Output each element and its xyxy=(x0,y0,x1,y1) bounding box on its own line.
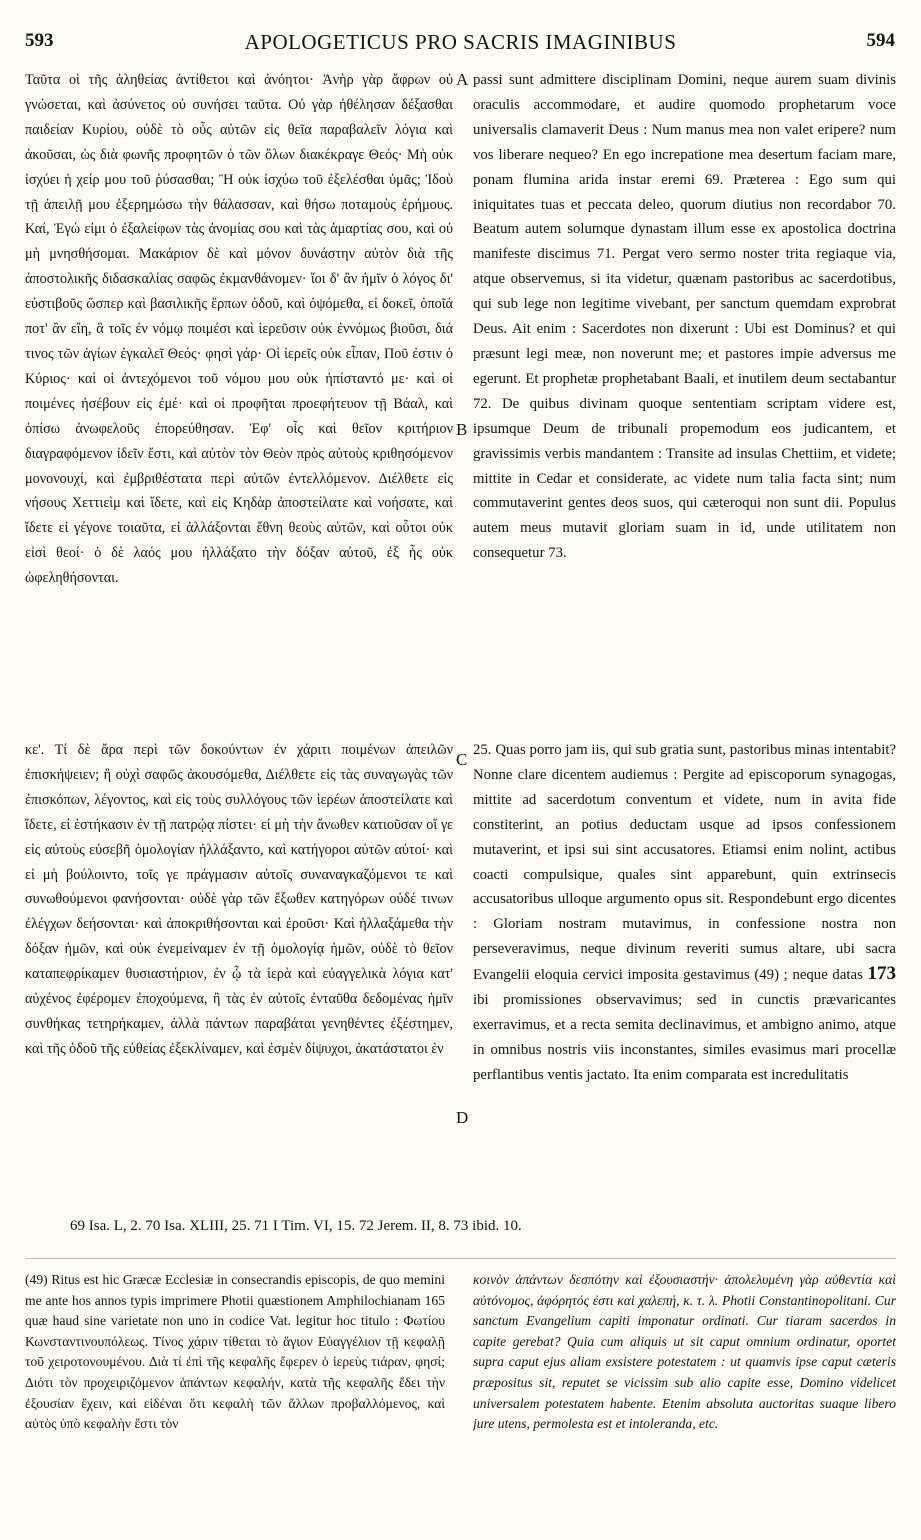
section-marker-b: B xyxy=(456,420,468,439)
edition-page-marker: 173 xyxy=(867,963,896,985)
section-marker-d: D xyxy=(456,1108,469,1127)
latin-paragraph-top: passi sunt admittere disciplinam Domini, neque aurem suam divinis oraculis accommodare, et audire quomodo prophetarum voce universalis clamaverit Deus : Num manus mea non valet eripere? num vos liberare nequeo? En ego increpatione mea desertum faciam mare, ponam flumina arida instar eremi 69. Præterea : Ego sum qui iniquitates tuas et peccata deleo, quorum diutius non recordabor 70. Beatum autem solumque dynastam illum esse ex apostolica doctrina manifeste discimus 71. Pergat vero sermo noster trita regiaque via, atque observemus, si ita videtur, quænam pastoribus ac sacerdotibus, qui sub lege non legitime vivebant, per sanctum quemdam exprobrat Deus. Ait enim : Sacerdotes non dixerunt : Ubi est Dominus? et qui præsunt legi meæ, non noverunt me; et pastores impie adversus me egerunt. Et prophetæ prophetabant Baali, et inutilem deum sectabantur 72. De quibus divinam quoque sententiam scriptam videre est, ipsumque Deum de tribunali propemodum eos judicantem, et gravissimis verbis mandantem : Transite ad insulas Chettiim, et videte; mittite in Cedar et considerate, ac videte num talia facta sint; num commutaverint gentes deos suos, qui cæteroqui non sunt dii. Populus autem meus mutavit gloriam suam in id, unde utilitatem non consequetur 73. xyxy=(473,72,896,562)
greek-column-top xyxy=(25,68,453,730)
latin-column-top xyxy=(473,68,896,730)
greek-column-bottom xyxy=(25,738,453,1213)
page-number-left: 593 xyxy=(25,30,54,51)
latin-column-bottom xyxy=(473,738,896,1213)
latin-paragraph-25-part-b: ibi promissiones observavimus; sed in cunctis prævaricantes exerravimus, et a recta semita declinavimus, et ambigno animo, atque in omnibus nostris viis inconstantes, similes evasimus mari procellæ perflantibus ventis jactato. Ita enim comparata est incredulitatis xyxy=(473,992,896,1083)
footnote-divider xyxy=(25,1258,896,1259)
footnote-references: 69 Isa. L, 2. 70 Isa. XLIII, 25. 71 I Tim. VI, 15. 72 Jerem. II, 8. 73 ibid. 10. xyxy=(70,1218,522,1234)
note-49-text: (49) Ritus est hic Græcæ Ecclesiæ in consecrandis episcopis, de quo memini me ante hos annos typis imprimere Photii quæstionem Amphilochianam 165 quæ haud sine varietate non uno in codice Vat. legitur hoc titulo : Φωτίου Κωνσταντινουπόλεως. Τίνος χάριν τίθεται τὸ ἅγιον Εὐαγγέλιον τῇ κεφαλῇ τοῦ χειροτονουμένου. Διὰ τί ἐπὶ τῆς κεφαλῆς ἔφερεν ὁ ἱερεὺς τιάραν, φησί; Διότι τὸν προχειριζόμενον ἁπάντων κεφαλήν, κατὰ τῆς κεφαλῆς ἔδει τὴν ἐξουσίαν ἔχειν, καὶ εἰδέναι ὅτι κεφαλὴ τῶν ἄλλων προβαλλόμενος, καὶ αὐτὸς ὑπὸ κεφαλὴν ἔστι τὸν xyxy=(25,1272,445,1432)
greek-paragraph-top: Ταῦτα οἱ τῆς ἀληθείας ἀντίθετοι καὶ ἀνόητοι· Ἀνὴρ γὰρ ἄφρων οὐ γνώσεται, καὶ ἀσύνετος οὐ συνήσει ταῦτα. Οὐ γὰρ ἠθέλησαν δέξασθαι παιδείαν Κυρίου, οὐδὲ τὸ οὖς αὐτῶν εἰς θεῖα παραβαλεῖν λόγια καὶ ἀκοῦσαι, ὡς διὰ φωνῆς προφητῶν ὁ τῶν ὅλων διακέκραγε Θεός· Μὴ οὐκ ἰσχύει ἡ χείρ μου τοῦ ῥύσασθαι; Ἢ οὐκ ἰσχύω τοῦ ἐξελέσθαι ὑμᾶς; Ἰδοὺ τῇ ἀπειλῇ μου ἐξερημώσω τὴν θάλασσαν, καὶ θήσω ποταμοὺς ἐρήμους. Καί, Ἐγώ εἰμι ὁ ἐξαλείφων τὰς ἀνομίας σου καὶ τὰς ἁμαρτίας σου, καὶ οὐ μὴ μνησθήσομαι. Μακάριον δὲ καὶ μόνον δυνάστην αὐτὸν διὰ τῆς ἀποστολικῆς διδασκαλίας σαφῶς ἐκμανθάνομεν· ἴοι δ' ἂν ἡμῖν ὁ λόγος δι' εὐστιβοῦς ὥσπερ καὶ βασιλικῆς ἕρπων ὁδοῦ, καὶ ὀψόμεθα, εἰ δοκεῖ, ὁποῖά ποτ' ἂν εἴη, ἃ τοῖς ἐν νόμῳ ποιμέσι καὶ ἱερεῦσιν οὐκ ἐννόμως βιοῦσι, διά τινος τῶν ἁγίων ἐγκαλεῖ Θεός· φησὶ γάρ· Οἱ ἱερεῖς οὐκ εἶπαν, Ποῦ ἐστιν ὁ Κύριος· καὶ οἱ ἀντεχόμενοι τοῦ νόμου μου οὐκ ἠπίσταντό με· καὶ οἱ ποιμένες ἠσέβουν εἰς ἐμέ· καὶ οἱ προφῆται προεφήτευον τῇ Βάαλ, καὶ ὀπίσω ἀνωφελοῦς ἐπορεύθησαν. Ἐφ' οἷς καὶ θεῖον κριτήριον διαγραφόμενον ἰδεῖν ἔστι, καὶ αὐτὸν τὸν Θεὸν πρὸς αὐτοὺς κριθησόμενον μονονουχί, καὶ ἐμβριθέστατα περὶ αὐτῶν ἐντελλόμενον. Διέλθετε εἰς νήσους Χεττιεὶμ καὶ ἴδετε, καὶ εἰς Κηδὰρ ἀποστείλατε καὶ νοήσατε, καὶ ἴδετε εἰ γέγονε τοιαῦτα, εἰ ἀλλάξονται ἔθνη θεοὺς αὐτῶν, καὶ οὗτοι οὐκ εἰσὶ θεοί· ὁ δὲ λαός μου ἠλλάξατο τὴν δόξαν αὐτοῦ, ἐξ ἧς οὐκ ὠφεληθήσονται. xyxy=(25,72,453,587)
section-marker-a: A xyxy=(456,70,469,89)
page-number-right: 594 xyxy=(866,30,895,51)
page-header xyxy=(0,30,921,64)
running-title: APOLOGETICUS PRO SACRIS IMAGINIBUS xyxy=(244,30,677,54)
section-marker-c: C xyxy=(456,750,468,769)
latin-paragraph-25 xyxy=(473,738,896,1088)
note-column-left xyxy=(25,1270,445,1520)
note-49-continued: κοινὸν ἁπάντων δεσπότην καὶ ἐξουσιαστήν· ἀπολελυμένη γὰρ αὐθεντία καὶ αὐτόνομος, ἀφόρητός ἐστι καὶ χαλεπή, κ. τ. λ. Photii Constantinopolitani. Cur sanctum Evangelium capiti imponatur ordinati. Cur tiaram sacerdos in capite gerebat? Quia cum aliquis ut sit caput omnium ordinatur, oportet supra caput ejus aliam exsistere potestatem : ut quamvis ipse caput cæteris præpositus sit, reputet se vicissim sub alio capite esse, Domino videlicet universalem potestatem habente. Etenim absoluta auctoritas suaque libero jure utens, permolesta est et intoleranda, etc. xyxy=(473,1272,896,1432)
latin-paragraph-25-part-a: 25. Quas porro jam iis, qui sub gratia sunt, pastoribus minas intentabit? Nonne clare dicentem audiemus : Pergite ad episcoporum synagogas, mittite ad sacerdotum conventum et videte, num in avita fide constiterint, an potius deductam usque ad ipsos confessionem mutaverint, et ipsi sui sint accusatores. Etiamsi enim nolint, actibus coacti compulsique, quales sint apparebunt, quin extrinsecis accusatoribus ulloque argumento opus sit. Respondebunt ergo dicentes : Gloriam nostram mutavimus, in confessione nostra non perseveravimus, neque divinum reveriti sumus altare, ubi sacra Evangelii eloquia cervici imposita gestavimus (49) ; neque datas xyxy=(473,742,896,984)
note-column-right xyxy=(473,1270,896,1520)
greek-paragraph-25: κε'. Τί δὲ ἄρα περὶ τῶν δοκούντων ἐν χάριτι ποιμένων ἀπειλῶν ἐπισκήψειεν; ἢ οὐχὶ σαφῶς ἀκουσόμεθα, Διέλθετε εἰς τὰς συναγωγὰς τῶν ἐπισκόπων, λέγοντος, καὶ εἰς τοὺς συλλόγους τῶν ἱερέων ἀποστείλατε καὶ ἴδετε, εἰ ἑστήκασιν ἐν τῇ πατρῴᾳ πίστει· εἰ μὴ τὴν ἄνωθεν κατιοῦσαν οἵ γε εἰς αὐτοὺς εὐσεβῆ ὁμολογίαν ἠλλάξαντο, καὶ κατήγοροι αὐτῶν αὐτοί· καὶ εἰ μὴ βούλοιντο, τοῖς γε πράγμασιν αὐτοῖς συναναγκαζόμενοι τε καὶ συνωθούμενοι φανήσονται· οὐδὲ γὰρ τῶν ἔξωθεν κατηγόρων οὐδέ τινων ἐλέγχων δεήσονται· καὶ ἀποκριθήσονται καὶ ἐροῦσι· Καὶ ἠλλαξάμεθα τὴν δόξαν ἡμῶν, καὶ οὐκ ἐνεμείναμεν ἐν τῇ ὁμολογίᾳ ἡμῶν, οὐδὲ τὸ θεῖον καταπεφρίκαμεν θυσιαστήριον, ἐν ᾧ τὰ ἱερὰ καὶ εὐαγγελικὰ λόγια κατ' αὐχένος ἐφέρομεν ἐποχούμενα, ἢ τὰς ἐν αὐτοῖς ἐνταῦθα δεδομένας ἡμῖν συνθήκας τετηρήκαμεν, ἀλλὰ πάντων παραβάται γενηθέντες ἐξέστημεν, καὶ τῆς ὁδοῦ τῆς εὐθείας ἐξεκλίναμεν, καὶ ἐσμὲν δίψυχοι, ἀκατάστατοι ἐν xyxy=(25,742,453,1057)
